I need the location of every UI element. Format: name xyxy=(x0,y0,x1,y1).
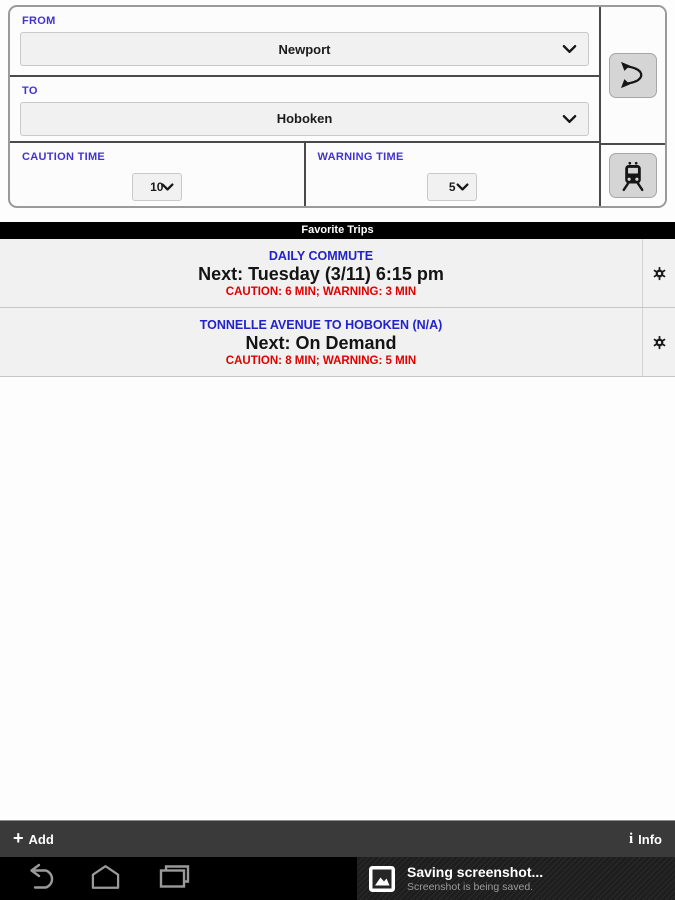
warning-time-label: WARNING TIME xyxy=(317,151,404,163)
caution-time-field xyxy=(10,143,306,206)
to-selected-value: Hoboken xyxy=(276,111,333,127)
add-button-label: Add xyxy=(28,831,54,847)
from-selected-value: Newport xyxy=(278,41,331,57)
screenshot-image-icon xyxy=(368,865,396,893)
swap-route-icon xyxy=(615,57,651,93)
screenshot-notification[interactable] xyxy=(357,857,675,900)
train-icon xyxy=(616,159,650,193)
to-select[interactable] xyxy=(20,102,589,136)
trip-alert-settings: CAUTION: 6 MIN; WARNING: 3 MIN xyxy=(225,285,417,298)
recent-apps-button[interactable] xyxy=(157,862,191,895)
trip-summary xyxy=(0,239,642,307)
caution-time-value: 10 xyxy=(150,180,164,194)
trip-row-daily-commute[interactable] xyxy=(0,239,675,308)
trip-alert-settings: CAUTION: 8 MIN; WARNING: 5 MIN xyxy=(225,354,417,367)
notification-text xyxy=(407,863,543,894)
trip-title: DAILY COMMUTE xyxy=(268,248,374,263)
chevron-down-icon xyxy=(562,44,577,54)
plus-icon: + xyxy=(13,828,24,848)
caution-time-label: CAUTION TIME xyxy=(22,151,106,163)
train-schedule-button[interactable] xyxy=(609,153,657,198)
train-button-cell xyxy=(601,145,665,206)
trip-summary xyxy=(0,308,642,376)
from-label: FROM xyxy=(22,15,56,27)
info-icon: i xyxy=(629,830,634,847)
home-button[interactable] xyxy=(88,862,123,895)
info-button[interactable] xyxy=(629,832,662,847)
home-icon xyxy=(88,862,123,890)
trip-form-fields xyxy=(10,7,601,206)
notification-title: Saving screenshot... xyxy=(407,864,544,881)
time-settings-row xyxy=(10,143,599,206)
swap-button-cell xyxy=(601,7,665,145)
trip-form-panel xyxy=(8,5,667,208)
warning-time-select[interactable] xyxy=(427,173,477,201)
notification-subtitle: Screenshot is being saved. xyxy=(407,881,534,894)
favorite-trips-list xyxy=(0,239,675,377)
add-trip-button[interactable] xyxy=(13,830,54,848)
gear-icon xyxy=(652,266,667,281)
recent-apps-icon xyxy=(157,862,191,890)
trip-settings-button[interactable] xyxy=(642,239,675,307)
from-field-row xyxy=(10,7,599,77)
caution-time-select[interactable] xyxy=(132,173,182,201)
trip-next-departure: Next: Tuesday (3/11) 6:15 pm xyxy=(198,263,444,284)
back-icon xyxy=(20,862,54,890)
chevron-down-icon xyxy=(562,114,577,124)
info-button-label: Info xyxy=(638,831,662,847)
bottom-action-bar xyxy=(0,820,675,857)
chevron-down-icon xyxy=(161,183,174,192)
warning-time-value: 5 xyxy=(448,180,456,194)
trip-row-tonnelle-hoboken[interactable] xyxy=(0,308,675,377)
to-field-row xyxy=(10,77,599,143)
to-label: TO xyxy=(22,84,38,97)
android-navigation-bar xyxy=(0,857,675,900)
favorite-trips-header: Favorite Trips xyxy=(0,222,675,239)
trip-title: TONNELLE AVENUE TO HOBOKEN (N/A) xyxy=(199,317,443,332)
from-select[interactable] xyxy=(20,32,589,66)
gear-icon xyxy=(652,335,667,350)
trip-form-buttons xyxy=(601,7,665,206)
warning-time-field xyxy=(306,143,600,206)
back-button[interactable] xyxy=(20,862,54,895)
chevron-down-icon xyxy=(456,183,469,192)
swap-stations-button[interactable] xyxy=(609,53,657,98)
trip-settings-button[interactable] xyxy=(642,308,675,376)
trip-next-departure: Next: On Demand xyxy=(245,332,397,353)
